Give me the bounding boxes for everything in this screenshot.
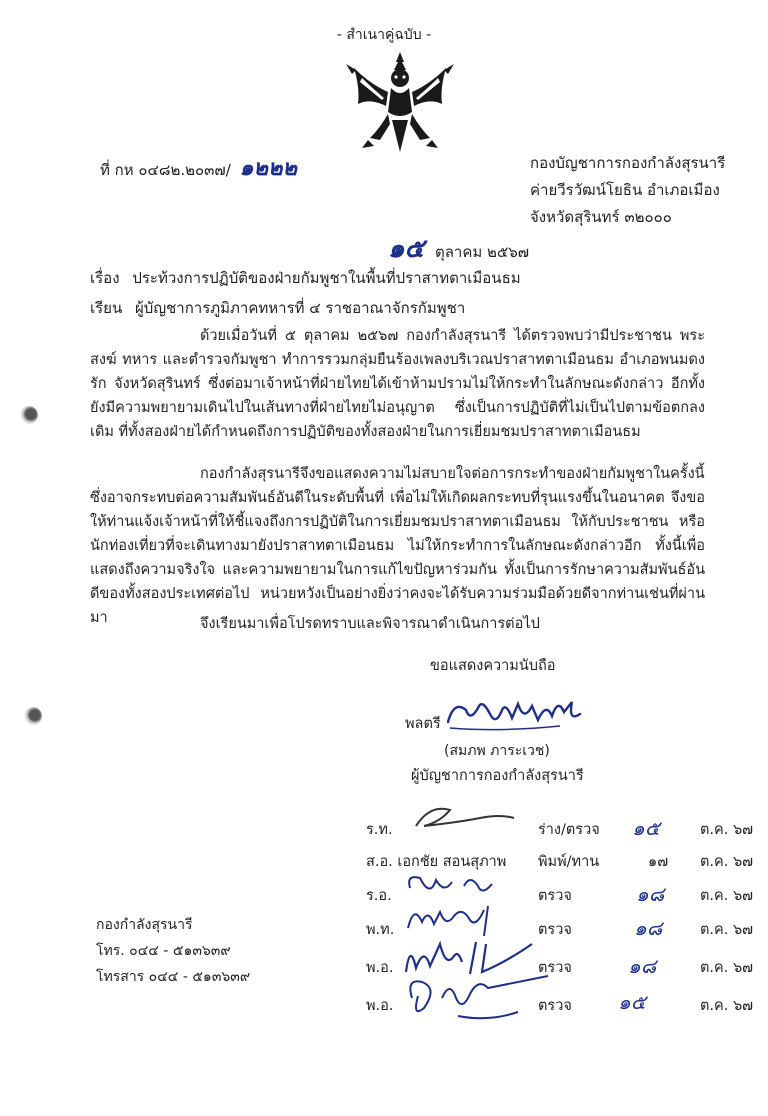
approval-action-3: ตรวจ (538, 888, 572, 904)
subject-line (90, 266, 521, 290)
approval-day-5: ๑๘ (628, 954, 657, 978)
addressee-text: ผู้บัญชาการภูมิภาคทหารที่ ๔ ราชอาณาจักรกัมพูชา (135, 299, 466, 317)
reference-label: ที่ กห ๐๔๘๒.๒๐๓๗/ (100, 161, 231, 179)
approval-rank-3: ร.อ. (366, 888, 392, 904)
subject-label: เรื่อง (90, 269, 120, 287)
approval-rank-1: ร.ท. (366, 822, 393, 838)
body-paragraph-2 (90, 462, 705, 630)
footer-fax: โทรสาร ๐๔๔ - ๕๑๓๖๓๙ (96, 969, 251, 985)
approval-day-1: ๑๕ (632, 816, 660, 840)
approval-action-4: ตรวจ (538, 922, 572, 938)
date-month-year: ตุลาคม ๒๕๖๗ (434, 243, 530, 261)
approval-month-2: ต.ค. ๖๗ (700, 854, 754, 870)
initials-signature (398, 968, 558, 1024)
signatory-rank: พลตรี (405, 716, 441, 732)
footer-contact (96, 912, 250, 990)
approval-action-1: ร่าง/ตรวจ (538, 822, 600, 838)
reference-number (100, 150, 297, 185)
signatory-position: ผู้บัญชาการกองกำลังสุรนารี (411, 768, 584, 784)
subject-text: ประท้วงการปฏิบัติของฝ่ายกัมพูชาในพื้นที่ปราสาทตาเมือนธม (132, 269, 521, 287)
footer-tel: โทร. ๐๔๔ - ๕๑๓๖๓๙ (96, 943, 231, 959)
approval-rank-5: พ.อ. (366, 960, 394, 976)
addressee-label: เรียน (90, 299, 123, 317)
punch-hole (24, 707, 42, 725)
sender-line-1: กองบัญชาการกองกำลังสุรนารี (530, 154, 726, 172)
copy-mark: - สำเนาคู่ฉบับ - (336, 27, 432, 43)
approval-day-4: ๑๘ (634, 916, 663, 940)
initials-signature (410, 800, 520, 834)
sender-address (530, 150, 725, 231)
signatory-name: (สมภพ ภาระเวช) (444, 743, 550, 759)
approval-rank-2: ส.อ. เอกชัย สอนสุภาพ (366, 854, 507, 870)
punch-hole (20, 406, 38, 424)
footer-unit: กองกำลังสุรนารี (96, 917, 193, 933)
garuda-emblem (340, 48, 460, 160)
letter-date (388, 228, 529, 269)
paragraph-text: กองกำลังสุรนารีจึงขอแสดงความไม่สบายใจต่อการกระทำของฝ่ายกัมพูชาในครั้งนี้ซึ่งอาจกระทบต่อความสัมพันธ์อันดีในระดับพื้นที่ เพื่อไม่ให้เกิดผลกระทบที่รุนแรงขึ้นในอนาคต จึงขอให้ท่านแจ้งเจ้าหน้าที่ให้ชี้แจงถึงการปฏิบัติในการเยี่ยมชมปราสาทตาเมือนธม ให้กับประชาชน หรือนักท่องเที่ยวที่จะเดินทางมายังปราสาทตาเมือนธม ไม่ให้กระทำการในลักษณะดังกล่าวอีก ทั้งนี้เพื่อแสดงถึงความจริงใจ และความพยายามในการแก้ไขปัญหาร่วมกัน ทั้งเป็นการรักษาความสัมพันธ์อันดีของทั้งสองประเทศต่อไป หน่วยหวังเป็นอย่างยิ่งว่าคงจะได้รับความร่วมมือด้วยดีจากท่านเช่นที่ผ่านมา (90, 466, 705, 626)
approval-day-3: ๑๘ (636, 882, 665, 906)
approval-day-6: ๑๕ (618, 990, 646, 1014)
approval-month-4: ต.ค. ๖๗ (700, 922, 754, 938)
body-paragraph-1 (90, 324, 705, 444)
date-day-handwritten: ๑๕ (388, 234, 425, 264)
approval-rank-4: พ.ท. (366, 922, 395, 938)
approval-action-2: พิมพ์/ทาน (538, 854, 600, 870)
approval-month-3: ต.ค. ๖๗ (700, 888, 754, 904)
initials-signature (400, 868, 520, 902)
approval-month-6: ต.ค. ๖๗ (700, 998, 754, 1014)
sender-line-3: จังหวัดสุรินทร์ ๓๒๐๐๐ (530, 208, 672, 226)
body-paragraph-3: จึงเรียนมาเพื่อโปรดทราบและพิจารณาดำเนินการต่อไป (200, 616, 540, 632)
approval-day-2: ๑๗ (648, 854, 669, 870)
approval-month-1: ต.ค. ๖๗ (700, 822, 754, 838)
handwritten-signature (440, 692, 590, 736)
approval-action-5: ตรวจ (538, 960, 572, 976)
closing: ขอแสดงความนับถือ (430, 658, 556, 674)
approval-action-6: ตรวจ (538, 998, 572, 1014)
handwritten-reference-no: ๑๒๒๒ (239, 156, 298, 181)
paragraph-text: ด้วยเมื่อวันที่ ๕ ตุลาคม ๒๕๖๗ กองกำลังสุรนารี ได้ตรวจพบว่ามีประชาชน พระสงฆ์ ทหาร และตำรวจกัมพูชา ทำการรวมกลุ่มยืนร้องเพลงบริเวณปราสาทตาเมือนธม อำเภอพนมดงรัก จังหวัดสุรินทร์ ซึ่งต่อมาเจ้าหน้าที่ฝ่ายไทยได้เข้าห้ามปรามไม่ให้กระทำในลักษณะดังกล่าว อีกทั้งยังมีความพยายามเดินไปในเส้นทางที่ฝ่ายไทยไม่อนุญาต ซึ่งเป็นการปฏิบัติที่ไม่เป็นไปตามข้อตกลงเดิม ที่ทั้งสองฝ่ายได้กำหนดถึงการปฏิบัติของทั้งสองฝ่ายในการเยี่ยมชมปราสาทตาเมือนธม (90, 328, 705, 440)
approval-rank-6: พ.อ. (366, 998, 394, 1014)
addressee-line (90, 296, 465, 320)
approval-month-5: ต.ค. ๖๗ (700, 960, 754, 976)
sender-line-2: ค่ายวีรวัฒน์โยธิน อำเภอเมือง (530, 181, 720, 199)
